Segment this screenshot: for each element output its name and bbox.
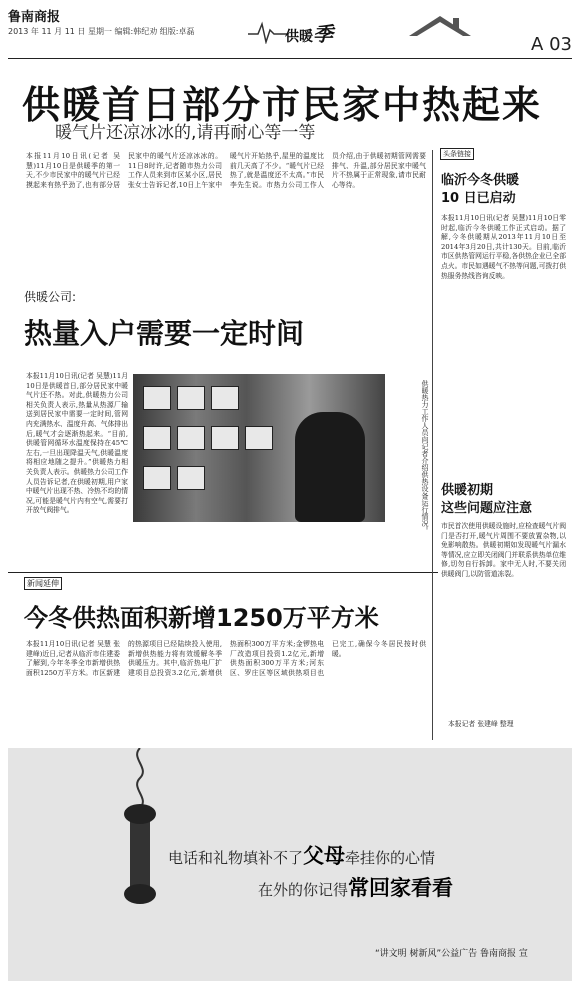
- section-glyph: 季: [313, 22, 333, 46]
- story3-headline: 今冬供热面积新增1250万平方米: [24, 604, 379, 632]
- section-label: 供暖: [285, 29, 313, 45]
- sidebar-headline-2: [441, 482, 532, 518]
- page-number: A 03: [531, 34, 572, 55]
- house-roof-icon: [405, 12, 475, 52]
- issue-line: 2013 年 11 月 11 日 星期一 编辑:韩纪劝 组版:卓磊: [8, 27, 195, 36]
- sidebar-headline-1-line2: 10 日已启动: [441, 191, 516, 206]
- sidebar-headline-2-line2: 这些问题应注意: [441, 501, 533, 516]
- lead-subhead: 暖气片还凉冰冰的,请再耐心等一等: [55, 123, 316, 143]
- ad-footer: “讲文明 树新风”公益广告 鲁南商报 宣: [375, 949, 528, 959]
- story3-kicker: 新闻延伸: [24, 577, 62, 590]
- sidebar-headline-1-line1: 临沂今冬供暖: [441, 173, 520, 188]
- sidebar-headline-2-line1: 供暖初期: [441, 483, 494, 498]
- news-photo: [133, 374, 385, 522]
- story2-body: 本报11月10日讯(记者 吴慧)11月10日是供暖首日,部分居民家中暖气片还不热。对此,供暖热力公司相关负责人表示,热量从热源厂输送到居民家中需要一定时间,管网内充满热水、温度升高、气体排出后,暖气才会逐渐热起来。“目前,供暖管网循环水温度保持在45℃左右,一旦出现降温天气,供暖温度将相应地随之提升。”供暖热力相关负责人表示。供暖热力公司工作人员告诉记者,在供暖初期,用户家中暖气片出现不热、冷热不均的情况,可能是暖气片内有空气,需要打开放气阀排气。: [26, 372, 128, 515]
- story2-lead: 供暖公司:: [24, 290, 77, 304]
- section-heading: [285, 18, 333, 47]
- ad-line-1-strong: 父母: [303, 844, 346, 868]
- photo-caption: 供暖热力工作人员向记者介绍供热设备运行情况。: [421, 380, 429, 534]
- ad-line-1-pre: 电话和礼物填补不了: [168, 849, 304, 867]
- sidebar-divider: [432, 150, 433, 740]
- sidebar-body-1: 本报11月10日讯(记者 吴慧)11月10日零时起,临沂今冬供暖工作正式启动。据了解,今冬供暖期从2013年11月10日至2014年3月20日,共计130天。目前,临沂市区供热管网运行平稳,各供热企业已全部点火。市民如遇暖气不热等问题,可拨打供热服务热线咨询反映。: [441, 214, 566, 280]
- telephone-handset-icon: [100, 748, 180, 908]
- section-rule: [8, 572, 438, 573]
- lead-headline: 供暖首日部分市民家中热起来: [22, 83, 543, 127]
- sidebar-byline: 本报记者 张建峰 整理: [448, 720, 514, 728]
- heartbeat-icon: [248, 20, 288, 44]
- story3-body: 本报11月10日讯(记者 吴慧 张建峰)近日,记者从临沂市住建委了解到,今年冬季全市新增供热面积1250万平方米。市区新建的热源项目已经陆续投入使用,新增供热能力将有效缓解冬季供暖压力。其中,临沂热电厂扩建项目总投资3.2亿元,新增供热面积300万平方米;金锣热电厂改造项目投资1.2亿元,新增供热面积300万平方米;河东区、罗庄区等区域供热项目也已完工,确保今冬居民按时供暖。: [26, 640, 426, 677]
- sidebar-headline-1: [441, 172, 519, 208]
- story2-body-continued: [133, 527, 425, 563]
- masthead-rule: [8, 58, 572, 59]
- lead-body: 本报11月10日讯(记者 吴慧)11月10日是供暖季的第一天,不少市民家中的暖气片已经摸起来有热乎劲了,也有部分居民家中的暖气片还凉冰冰的。11日8时许,记者随市热力公司工作人员来到市区某小区,居民张女士告诉记者,10日上午家中暖气片开始热乎,屋里的温度比前几天高了不少。“暖气片已经热了,就是温度还不太高。”市民李先生说。市热力公司工作人员介绍,由于供暖初期管网需要排气、升温,部分居民家中暖气片不热属于正常现象,请市民耐心等待。: [26, 152, 426, 189]
- ad-line-2: [258, 872, 453, 902]
- sidebar-tag: 头条链接: [440, 148, 474, 160]
- story2-headline: 热量入户需要一定时间: [24, 317, 305, 350]
- ad-line-1-post: 牵挂你的心情: [345, 849, 436, 867]
- sidebar-body-2: 市民首次使用供暖设施时,应检查暖气片阀门是否打开,暖气片周围不要放置杂物,以免影响散热。供暖初期如发现暖气片漏水等情况,应立即关闭阀门并联系供热单位维修,切勿自行拆卸。家中无人时,不要关闭供暖阀门,以防管道冻裂。: [441, 522, 566, 578]
- ad-line-1: [168, 840, 435, 870]
- ad-line-2-pre: 在外的你记得: [258, 881, 349, 899]
- ad-line-2-strong: 常回家看看: [348, 876, 454, 900]
- paper-name: 鲁南商报: [8, 10, 61, 25]
